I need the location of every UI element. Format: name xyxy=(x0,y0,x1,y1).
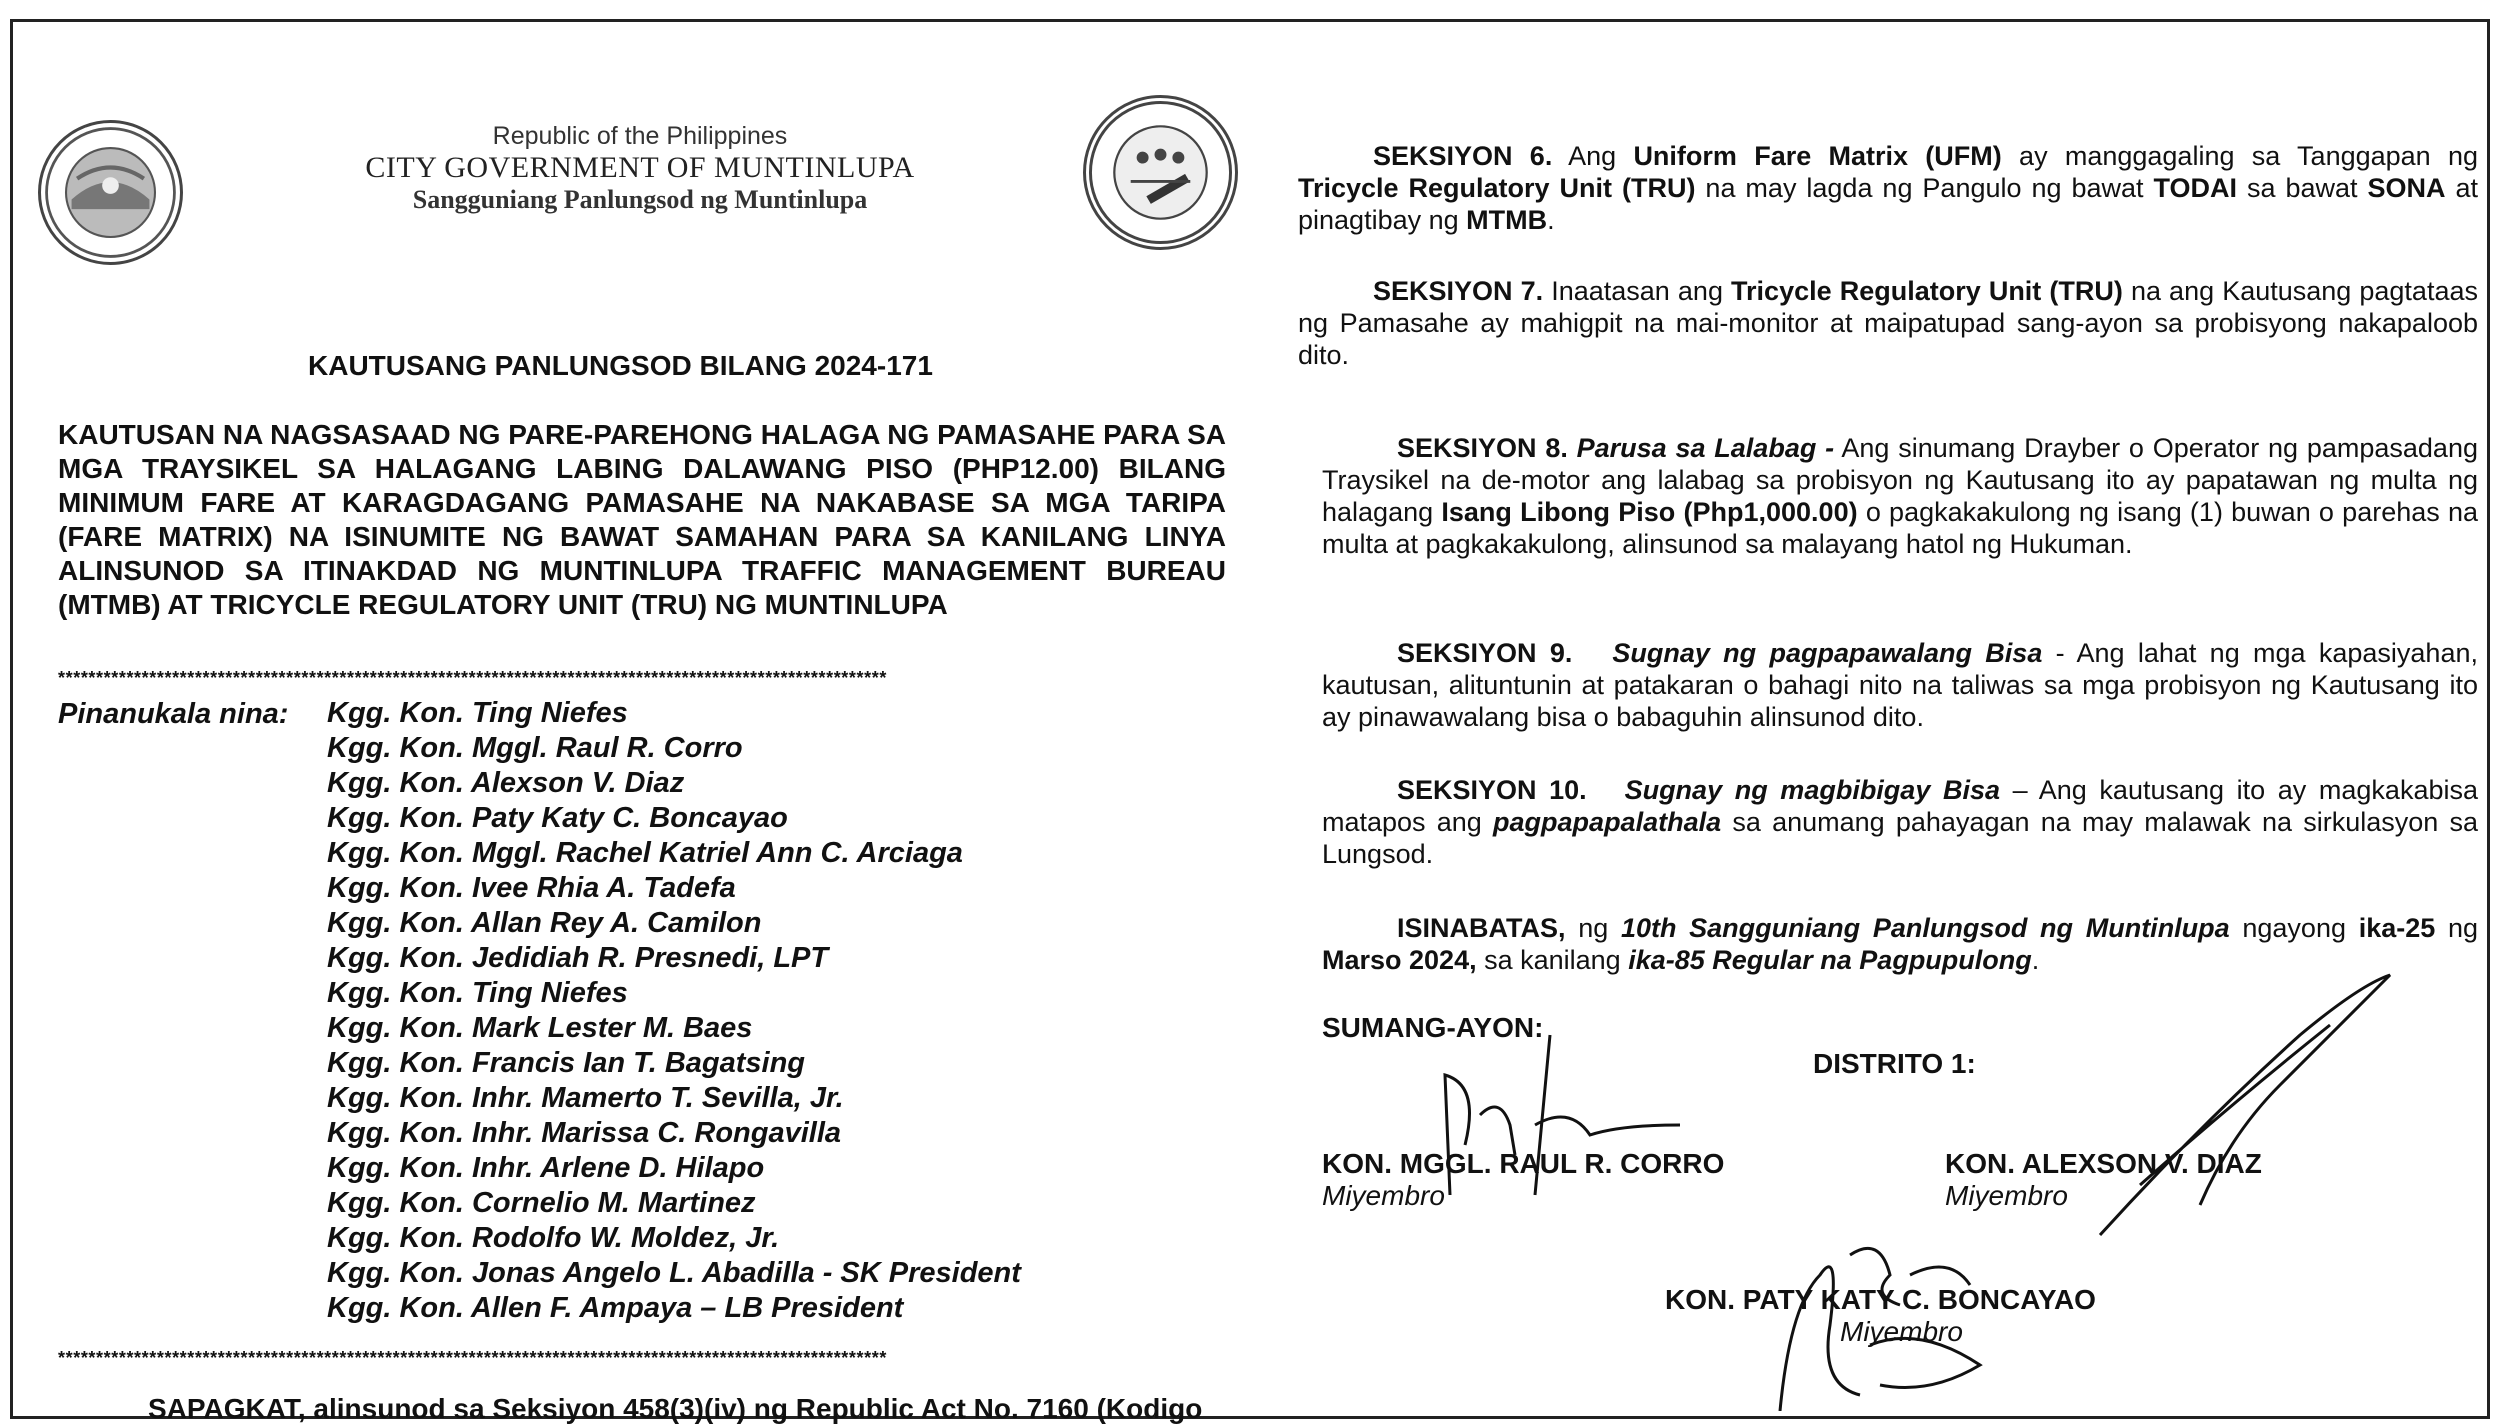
separator-top: ************************************************************************************************************* xyxy=(58,668,887,688)
signature-boncayao xyxy=(1750,1215,2010,1411)
district-label: DISTRITO 1: xyxy=(1813,1048,1976,1079)
proponent-item: Kgg. Kon. Allen F. Ampaya – LB President xyxy=(327,1292,904,1324)
proponent-item: Kgg. Kon. Inhr. Marissa C. Rongavilla xyxy=(327,1117,842,1149)
section-9: SEKSIYON 9. Sugnay ng pagpapawalang Bisa - Ang lahat ng mga kapasiyahan, kautusan, alituntunin at patakaran o bahagi nito na taliwas sa mga probisyon ng Kautusang ito ay pinawawalang bisa o babaguhin alinsunod dito. xyxy=(1322,638,2478,732)
signatory-diaz: KON. ALEXSON V. DIAZ Miyembro xyxy=(1945,1148,2262,1211)
proponent-item: Kgg. Kon. Inhr. Mamerto T. Sevilla, Jr. xyxy=(327,1082,844,1114)
muntinlupa-city-seal xyxy=(38,120,183,265)
section-7: SEKSIYON 7. Inaatasan ang Tricycle Regulatory Unit (TRU) na ang Kautusang pagtataas ng Pamasahe ay mahigpit na mai-monitor at maipatupad sang-ayon sa probisyong nakapaloob dito. xyxy=(1298,276,2478,370)
proponent-item: Kgg. Kon. Francis Ian T. Bagatsing xyxy=(327,1047,806,1079)
proponent-item: Kgg. Kon. Jedidiah R. Presnedi, LPT xyxy=(327,942,829,974)
council-line: Sangguniang Panlungsod ng Muntinlupa xyxy=(412,185,868,214)
proponent-item: Kgg. Kon. Mggl. Raul R. Corro xyxy=(327,732,743,764)
section-6: SEKSIYON 6. Ang Uniform Fare Matrix (UFM) ay manggagaling sa Tanggapan ng Tricycle Regulatory Unit (TRU) na may lagda ng Pangulo ng bawat TODAI sa bawat SONA at pinagtibay ng MTMB. xyxy=(1298,141,2478,235)
section-10: SEKSIYON 10. Sugnay ng magbibigay Bisa – Ang kautusang ito ay magkakabisa matapos ang pagpapapalathala sa anumang pahayagan na may malawak na sirkulasyon sa Lungsod. xyxy=(1322,775,2478,869)
proponent-item: Kgg. Kon. Ting Niefes xyxy=(327,697,628,729)
republic-line: Republic of the Philippines xyxy=(492,122,788,150)
proponent-item: Kgg. Kon. Mggl. Rachel Katriel Ann C. Arciaga xyxy=(327,837,963,869)
city-government-line: CITY GOVERNMENT OF MUNTINLUPA xyxy=(365,151,915,184)
signatory-corro: KON. MGGL. RAUL R. CORRO Miyembro xyxy=(1322,1148,1725,1211)
proponents-list xyxy=(327,696,1021,1326)
signatory-boncayao: KON. PATY KATY C. BONCAYAO Miyembro xyxy=(1665,1284,2096,1347)
signature-diaz xyxy=(2080,965,2410,1245)
proponent-item: Kgg. Kon. Mark Lester M. Baes xyxy=(327,1012,753,1044)
section-8: SEKSIYON 8. Parusa sa Lalabag - Ang sinumang Drayber o Operator ng pampasadang Traysikel na de-motor ang lalabag sa probisyon ng Kautusang ito ay papatawan ng multa ng halagang Isang Libong Piso (Php1,000.00) o pagkakakulong ng isang (1) buwan o parehas na multa at pagkakakulong, alinsunod sa malayang hatol ng Hukuman. xyxy=(1322,433,2478,559)
signature-corro xyxy=(1420,1015,1720,1215)
ordinance-heading: KAUTUSAN NA NAGSASAAD NG PARE-PAREHONG HALAGA NG PAMASAHE PARA SA MGA TRAYSIKEL SA HALAGANG LABING DALAWANG PISO (PHP12.00) BILANG MINIMUM FARE AT KARAGDAGANG PAMASAHE NA NAKABASE SA MGA TARIPA (FARE MATRIX) NA ISINUMITE NG BAWAT SAMAHAN PARA SA KANILANG LINYA ALINSUNOD SA ITINAKDAD NG MUNTINLUPA TRAFFIC MANAGEMENT BUREAU (MTMB) AT TRICYCLE REGULATORY UNIT (TRU) NG MUNTINLUPA xyxy=(58,419,1226,620)
whereas-clause: SAPAGKAT, alinsunod sa Seksiyon 458(3)(iv) ng Republic Act No. 7160 (Kodigo xyxy=(148,1393,1203,1424)
proponent-item: Kgg. Kon. Alexson V. Diaz xyxy=(327,767,685,799)
proponent-item: Kgg. Kon. Paty Katy C. Boncayao xyxy=(327,802,788,834)
proponent-item: Kgg. Kon. Rodolfo W. Moldez, Jr. xyxy=(327,1222,780,1254)
letterhead xyxy=(330,122,950,215)
proponent-item: Kgg. Kon. Inhr. Arlene D. Hilapo xyxy=(327,1152,765,1184)
ordinance-number: KAUTUSANG PANLUNGSOD BILANG 2024-171 xyxy=(308,350,933,381)
enactment-clause: ISINABATAS, ng 10th Sangguniang Panlungsod ng Muntinlupa ngayong ika-25 ng Marso 2024, sa kanilang ika-85 Regular na Pagpupulong. xyxy=(1322,913,2478,975)
separator-bottom: ************************************************************************************************************* xyxy=(58,1348,887,1368)
proponent-item: Kgg. Kon. Allan Rey A. Camilon xyxy=(327,907,762,939)
proponent-item: Kgg. Kon. Ting Niefes xyxy=(327,977,628,1009)
proponent-item: Kgg. Kon. Cornelio M. Martinez xyxy=(327,1187,756,1219)
proponent-item: Kgg. Kon. Ivee Rhia A. Tadefa xyxy=(327,872,736,904)
proponent-item: Kgg. Kon. Jonas Angelo L. Abadilla - SK President xyxy=(327,1257,1021,1289)
sangguniang-seal xyxy=(1083,95,1238,250)
concur-label: SUMANG-AYON: xyxy=(1322,1012,1544,1043)
proposed-by-label: Pinanukala nina: xyxy=(58,698,289,730)
